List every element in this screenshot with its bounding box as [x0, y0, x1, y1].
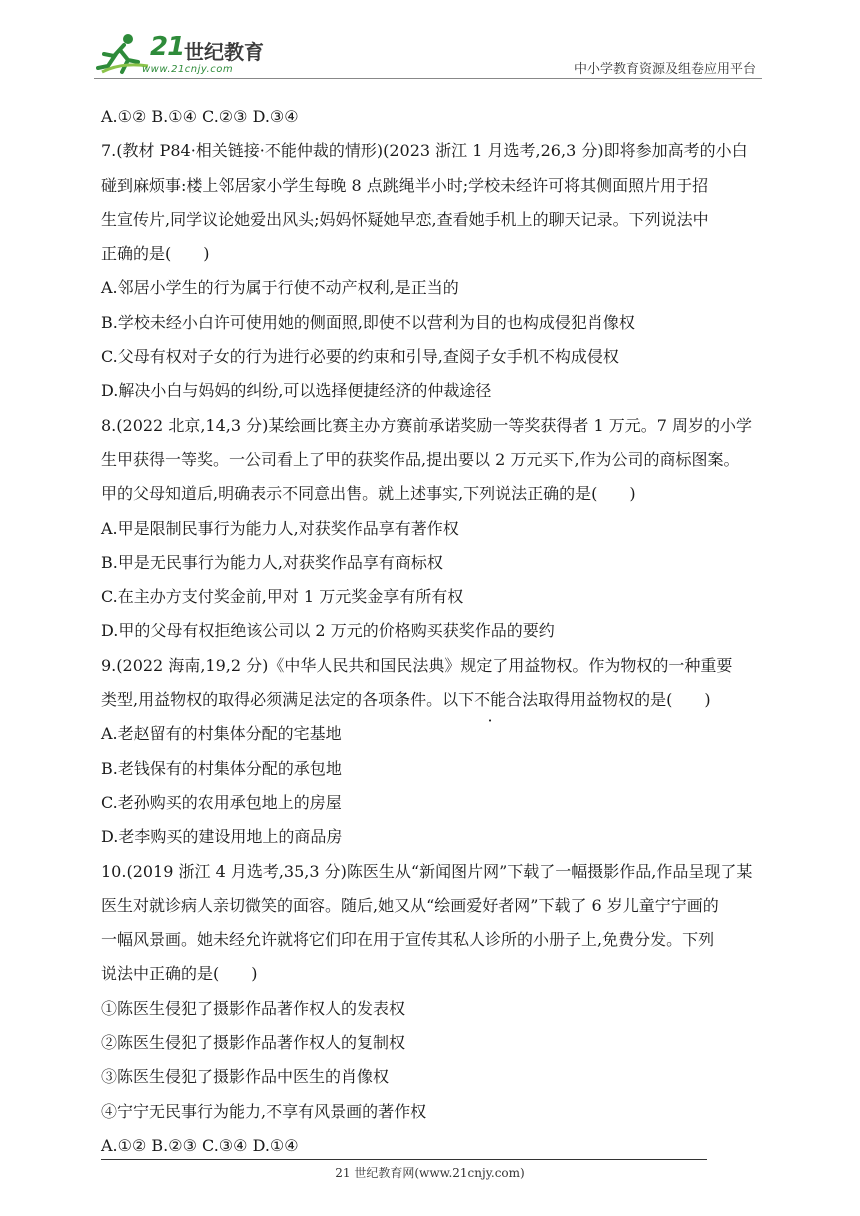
statement-1: ①陈医生侵犯了摄影作品著作权人的发表权 [101, 998, 406, 1018]
logo-url: www.21cnjy.com [142, 64, 234, 75]
document-body [101, 100, 766, 1163]
text-line: 正确的是( ) [101, 244, 210, 264]
text-line: 生宣传片,同学议论她爱出风头;妈妈怀疑她早恋,查看她手机上的聊天记录。下列说法中 [101, 209, 709, 229]
question-10-stem: 10.(2019 浙江 4 月选考,35,3 分)陈医生从“新闻图片网”下载了一幅摄影作品,作品呈现了某 [101, 861, 753, 881]
text-line: 医生对就诊病人亲切微笑的面容。随后,她又从“绘画爱好者网”下载了 6 岁儿童宁宁画的 [101, 895, 719, 915]
statement-3: ③陈医生侵犯了摄影作品中医生的肖像权 [101, 1067, 390, 1087]
text-line: A.①② B.①④ C.②③ D.③④ [101, 107, 299, 126]
text-line [101, 683, 766, 717]
option-c: C.在主办方支付奖金前,甲对 1 万元奖金享有所有权 [101, 587, 464, 607]
page-header [94, 30, 762, 82]
emphasis-dot-text: 不能 [474, 690, 507, 710]
option-c: C.老孙购买的农用承包地上的房屋 [101, 792, 342, 812]
question-7-stem: 7.(教材 P84·相关链接·不能仲裁的情形)(2023 浙江 1 月选考,26,3 分)即将参加高考的小白 [101, 141, 748, 161]
option-a: A.老赵留有的村集体分配的宅基地 [101, 724, 342, 744]
question-9-stem: 9.(2022 海南,19,2 分)《中华人民共和国民法典》规定了用益物权。作为物权的一种重要 [101, 655, 733, 675]
text-segment: 合法取得用益物权的是( ) [506, 690, 711, 710]
answer-options: A.①② B.②③ C.③④ D.①④ [101, 1135, 299, 1155]
text-line: 一幅风景画。她未经允许就将它们印在用于宣传其私人诊所的小册子上,免费分发。下列 [101, 930, 715, 950]
option-b: B.老钱保有的村集体分配的承包地 [101, 758, 342, 778]
statement-2: ②陈医生侵犯了摄影作品著作权人的复制权 [101, 1033, 406, 1053]
option-d: D.解决小白与妈妈的纠纷,可以选择便捷经济的仲裁途径 [101, 381, 492, 401]
option-b: B.甲是无民事行为能力人,对获奖作品享有商标权 [101, 552, 443, 572]
statement-4: ④宁宁无民事行为能力,不享有风景画的著作权 [101, 1101, 427, 1121]
footer-divider [101, 1159, 707, 1160]
header-divider [94, 78, 762, 79]
logo-number: 21 [150, 32, 185, 62]
text-line: 甲的父母知道后,明确表示不同意出售。就上述事实,下列说法正确的是( ) [101, 484, 636, 504]
option-d: D.甲的父母有权拒绝该公司以 2 万元的价格购买获奖作品的要约 [101, 621, 555, 641]
option-a: A.甲是限制民事行为能力人,对获奖作品享有著作权 [101, 518, 459, 538]
option-a: A.邻居小学生的行为属于行使不动产权利,是正当的 [101, 278, 459, 298]
header-tagline: 中小学教育资源及组卷应用平台 [573, 62, 756, 77]
text-line: 说法中正确的是( ) [101, 964, 258, 984]
option-d: D.老李购买的建设用地上的商品房 [101, 827, 343, 847]
text-line: 生甲获得一等奖。一公司看上了甲的获奖作品,提出要以 2 万元买下,作为公司的商标图案。 [101, 449, 740, 469]
page-footer: 21 世纪教育网(www.21cnjy.com) [335, 1166, 525, 1180]
text-segment: 类型,用益物权的取得必须满足法定的各项条件。以下 [101, 690, 475, 710]
option-c: C.父母有权对子女的行为进行必要的约束和引导,查阅子女手机不构成侵权 [101, 347, 619, 367]
text-line: 碰到麻烦事:楼上邻居家小学生每晚 8 点跳绳半小时;学校未经许可将其侧面照片用于招 [101, 175, 709, 195]
question-8-stem: 8.(2022 北京,14,3 分)某绘画比赛主办方赛前承诺奖励一等奖获得者 1 万元。7 周岁的小学 [101, 415, 752, 435]
option-b: B.学校未经小白许可使用她的侧面照,即使不以营利为目的也构成侵犯肖像权 [101, 312, 635, 332]
logo-text: 世纪教育 [184, 40, 264, 64]
logo [94, 30, 264, 78]
